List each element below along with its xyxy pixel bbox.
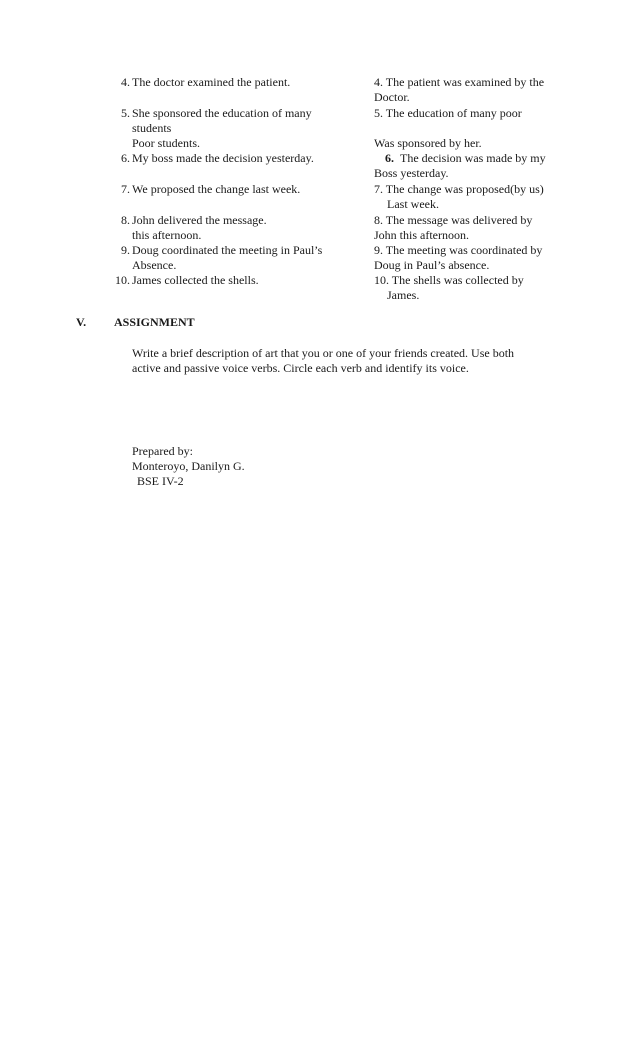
preparer-section: BSE IV-2: [137, 474, 184, 488]
passive-sentence-cont: James.: [387, 288, 420, 302]
active-sentence: James collected the shells.: [132, 273, 259, 287]
assignment-instructions: Write a brief description of art that you or one of your friends created. Use both: [132, 346, 515, 360]
passive-sentence: 4. The patient was examined by the: [374, 75, 545, 89]
passive-sentence: 8. The message was delivered by: [374, 213, 533, 227]
passive-sentence: 7. The change was proposed(by us): [374, 182, 544, 196]
item-number: 6.: [121, 151, 130, 165]
passive-sentence: 10. The shells was collected by: [374, 273, 524, 287]
active-sentence: John delivered the message.: [132, 213, 267, 227]
active-sentence-cont: Absence.: [132, 258, 177, 272]
preparer-name: Monteroyo, Danilyn G.: [132, 459, 245, 473]
passive-sentence-cont: Boss yesterday.: [374, 166, 449, 180]
passive-sentence: 5. The education of many poor: [374, 106, 522, 120]
active-sentence-cont: this afternoon.: [132, 228, 202, 242]
passive-item-number: 6.: [385, 151, 394, 165]
active-sentence: My boss made the decision yesterday.: [132, 151, 314, 165]
active-sentence-cont: Poor students.: [132, 136, 201, 150]
item-number: 10.: [115, 273, 130, 287]
item-number: 9.: [121, 243, 130, 257]
active-sentence: She sponsored the education of many: [132, 106, 312, 120]
passive-sentence-cont: Doug in Paul’s absence.: [374, 258, 490, 272]
item-number: 4.: [121, 75, 130, 89]
passive-sentence-cont: Was sponsored by her.: [374, 136, 482, 150]
passive-sentence-cont: John this afternoon.: [374, 228, 469, 242]
passive-sentence-cont: Doctor.: [374, 90, 410, 104]
section-heading: ASSIGNMENT: [114, 315, 195, 329]
prepared-by-label: Prepared by:: [132, 444, 193, 458]
item-number: 5.: [121, 106, 130, 120]
section-numeral: V.: [76, 315, 87, 329]
active-sentence: We proposed the change last week.: [132, 182, 301, 196]
active-sentence: Doug coordinated the meeting in Paul’s: [132, 243, 323, 257]
item-number: 8.: [121, 213, 130, 227]
passive-sentence: The decision was made by my: [400, 151, 546, 165]
passive-sentence-cont: Last week.: [387, 197, 439, 211]
passive-sentence: 9. The meeting was coordinated by: [374, 243, 543, 257]
item-number: 7.: [121, 182, 130, 196]
active-sentence: The doctor examined the patient.: [132, 75, 291, 89]
active-sentence-cont: students: [132, 121, 172, 135]
assignment-instructions-cont: active and passive voice verbs. Circle each verb and identify its voice.: [132, 361, 469, 375]
